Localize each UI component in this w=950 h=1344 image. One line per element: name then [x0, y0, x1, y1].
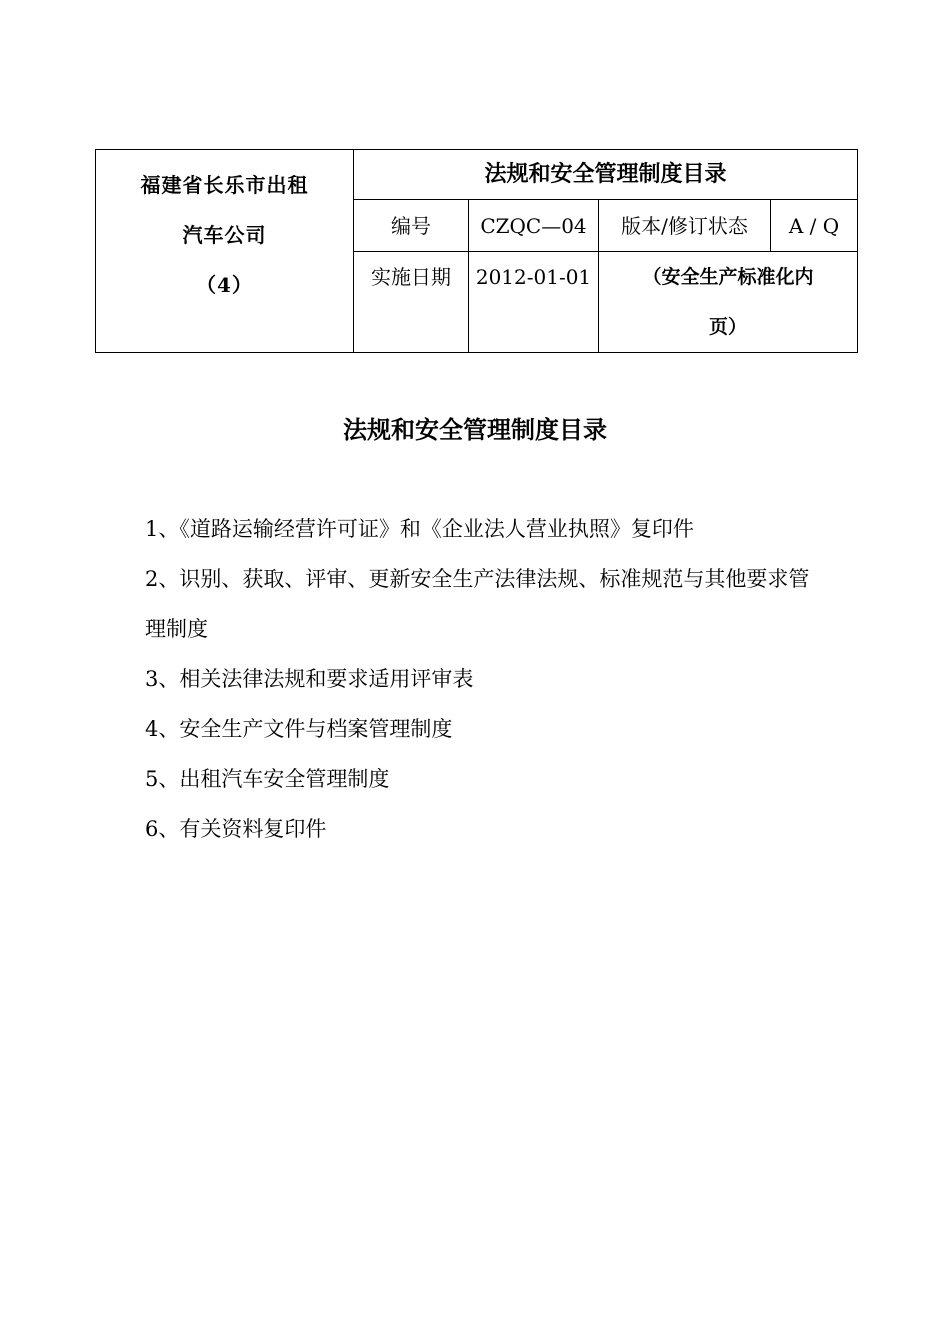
- company-name-line-1: 福建省长乐市出租: [140, 173, 309, 197]
- toc-item: 1、《道路运输经营许可证》和《企业法人营业执照》复印件: [145, 517, 694, 541]
- page-title: 法规和安全管理制度目录: [343, 415, 607, 444]
- date-label: 实施日期: [354, 252, 469, 353]
- company-code-line: （4）: [196, 273, 253, 297]
- date-value: 2012-01-01: [469, 252, 599, 353]
- table-of-contents: [145, 504, 815, 854]
- toc-item: 3、相关法律法规和要求适用评审表: [145, 667, 474, 691]
- number-value: CZQC—04: [469, 200, 599, 252]
- standard-note-line-1: （安全生产标准化内: [642, 266, 814, 288]
- version-label: 版本/修订状态: [599, 200, 771, 252]
- toc-item: 6、有关资料复印件: [145, 817, 327, 841]
- version-value: A / Q: [771, 200, 858, 252]
- toc-item: 2、识别、获取、评审、更新安全生产法律法规、标准规范与其他要求管理制度: [145, 567, 810, 641]
- number-label: 编号: [354, 200, 469, 252]
- toc-item: 4、安全生产文件与档案管理制度: [145, 717, 453, 741]
- company-name-line-2: 汽车公司: [182, 223, 267, 247]
- standard-note-line-2: 页）: [709, 316, 748, 338]
- header-doc-title: 法规和安全管理制度目录: [354, 150, 858, 200]
- standard-note-cell: [599, 252, 858, 353]
- toc-item: 5、出租汽车安全管理制度: [145, 767, 390, 791]
- document-header-table: [95, 149, 858, 353]
- company-name-cell: [96, 150, 354, 353]
